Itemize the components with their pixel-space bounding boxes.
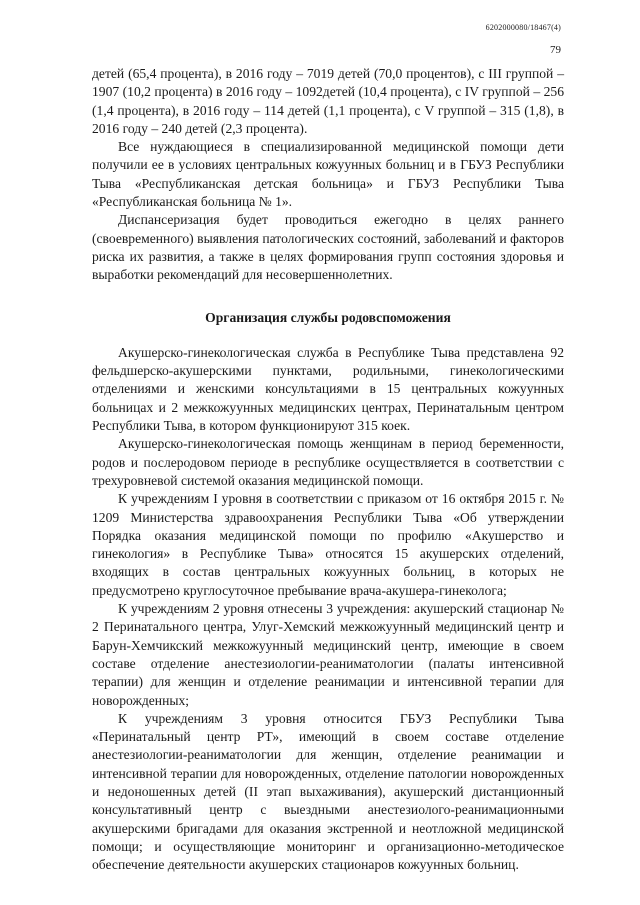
page-body [92,65,564,874]
document-id: 6202000080/18467(4) [485,23,561,32]
paragraph-dispensarization: Диспансеризация будет проводиться ежегодно в целях раннего (своевременного) выявления патологических состояний, заболеваний и факторов риска их развития, а также в целях формирования групп состояния здоровья и выработки рекомендаций для несовершеннолетних. [92,212,564,283]
paragraph-level-3: К учреждениям 3 уровня относится ГБУЗ Республики Тыва «Перинатальный центр РТ», имеющий в своем составе отделение анестезиологии-реаниматологии для женщин, отделение реанимации и интенсивной терапии для новорожденных, отделение патологии новорожденных и недоношенных детей (II этап выхаживания), акушерский дистанционный консультативный центр с выездными анестезиолого-реанимационными акушерскими бригадами для оказания экстренной и неотложной медицинской помощи; и осуществляющие мониторинг и организационно-методическое обеспечение деятельности акушерских стационаров кожуунных больниц. [92,710,564,873]
paragraph-level-1: К учреждениям I уровня в соответствии с приказом от 16 октября 2015 г. № 1209 Министерства здравоохранения Республики Тыва «Об утверждении Порядка оказания медицинской помощи по профилю «Акушерство и гинекология» в Республике Тыва» относятся 15 акушерских отделений, входящих в состав центральных кожуунных больниц, в которых не предусмотрено круглосуточное пребывание врача-акушера-гинеколога; [92,491,564,598]
paragraph-specialized-care: Все нуждающиеся в специализированной медицинской помощи дети получили ее в условиях центральных кожуунных больниц и в ГБУЗ Республики Тыва «Республиканская детская больница» и ГБУЗ Республики Тыва «Республиканская больница № 1». [92,139,564,210]
paragraph-obstetric-service: Акушерско-гинекологическая служба в Республике Тыва представлена 92 фельдшерско-акушерскими пунктами, родильными, гинекологическими отделениями и женскими консультациями в 15 центральных кожуунных больницах и 2 межкожуунных медицинских центрах, Перинатальным центром Республики Тыва, в котором функционируют 315 коек. [92,344,564,434]
paragraph-level-2: К учреждениям 2 уровня отнесены 3 учреждения: акушерский стационар № 2 Перинатального центра, Улуг-Хемский межкожуунный медицинский центр и Барун-Хемчикский межкожуунный медицинский центр, имеющие в своем составе отделение анестезиологии-реаниматологии (палаты интенсивной терапии) для женщин и отделение реанимации и интенсивной терапии для новорожденных; [92,601,564,708]
paragraph-three-level-system: Акушерско-гинекологическая помощь женщинам в период беременности, родов и послеродовом периоде в республике осуществляется в соответствии с трехуровневой системой оказания медицинской помощи. [92,436,564,488]
section-title: Организация службы родовспоможения [205,309,451,325]
page-number: 79 [550,44,561,56]
paragraph-continuation: детей (65,4 процента), в 2016 году – 7019 детей (70,0 процентов), с III группой – 1907 (10,2 процента) в 2016 году – 1092детей (10,4 процента), с IV группой – 256 (1,4 процента), в 2016 году – 114 детей (1,1 процента), с V группой – 315 (1,8), в 2016 году – 240 детей (2,3 процента). [92,66,564,136]
